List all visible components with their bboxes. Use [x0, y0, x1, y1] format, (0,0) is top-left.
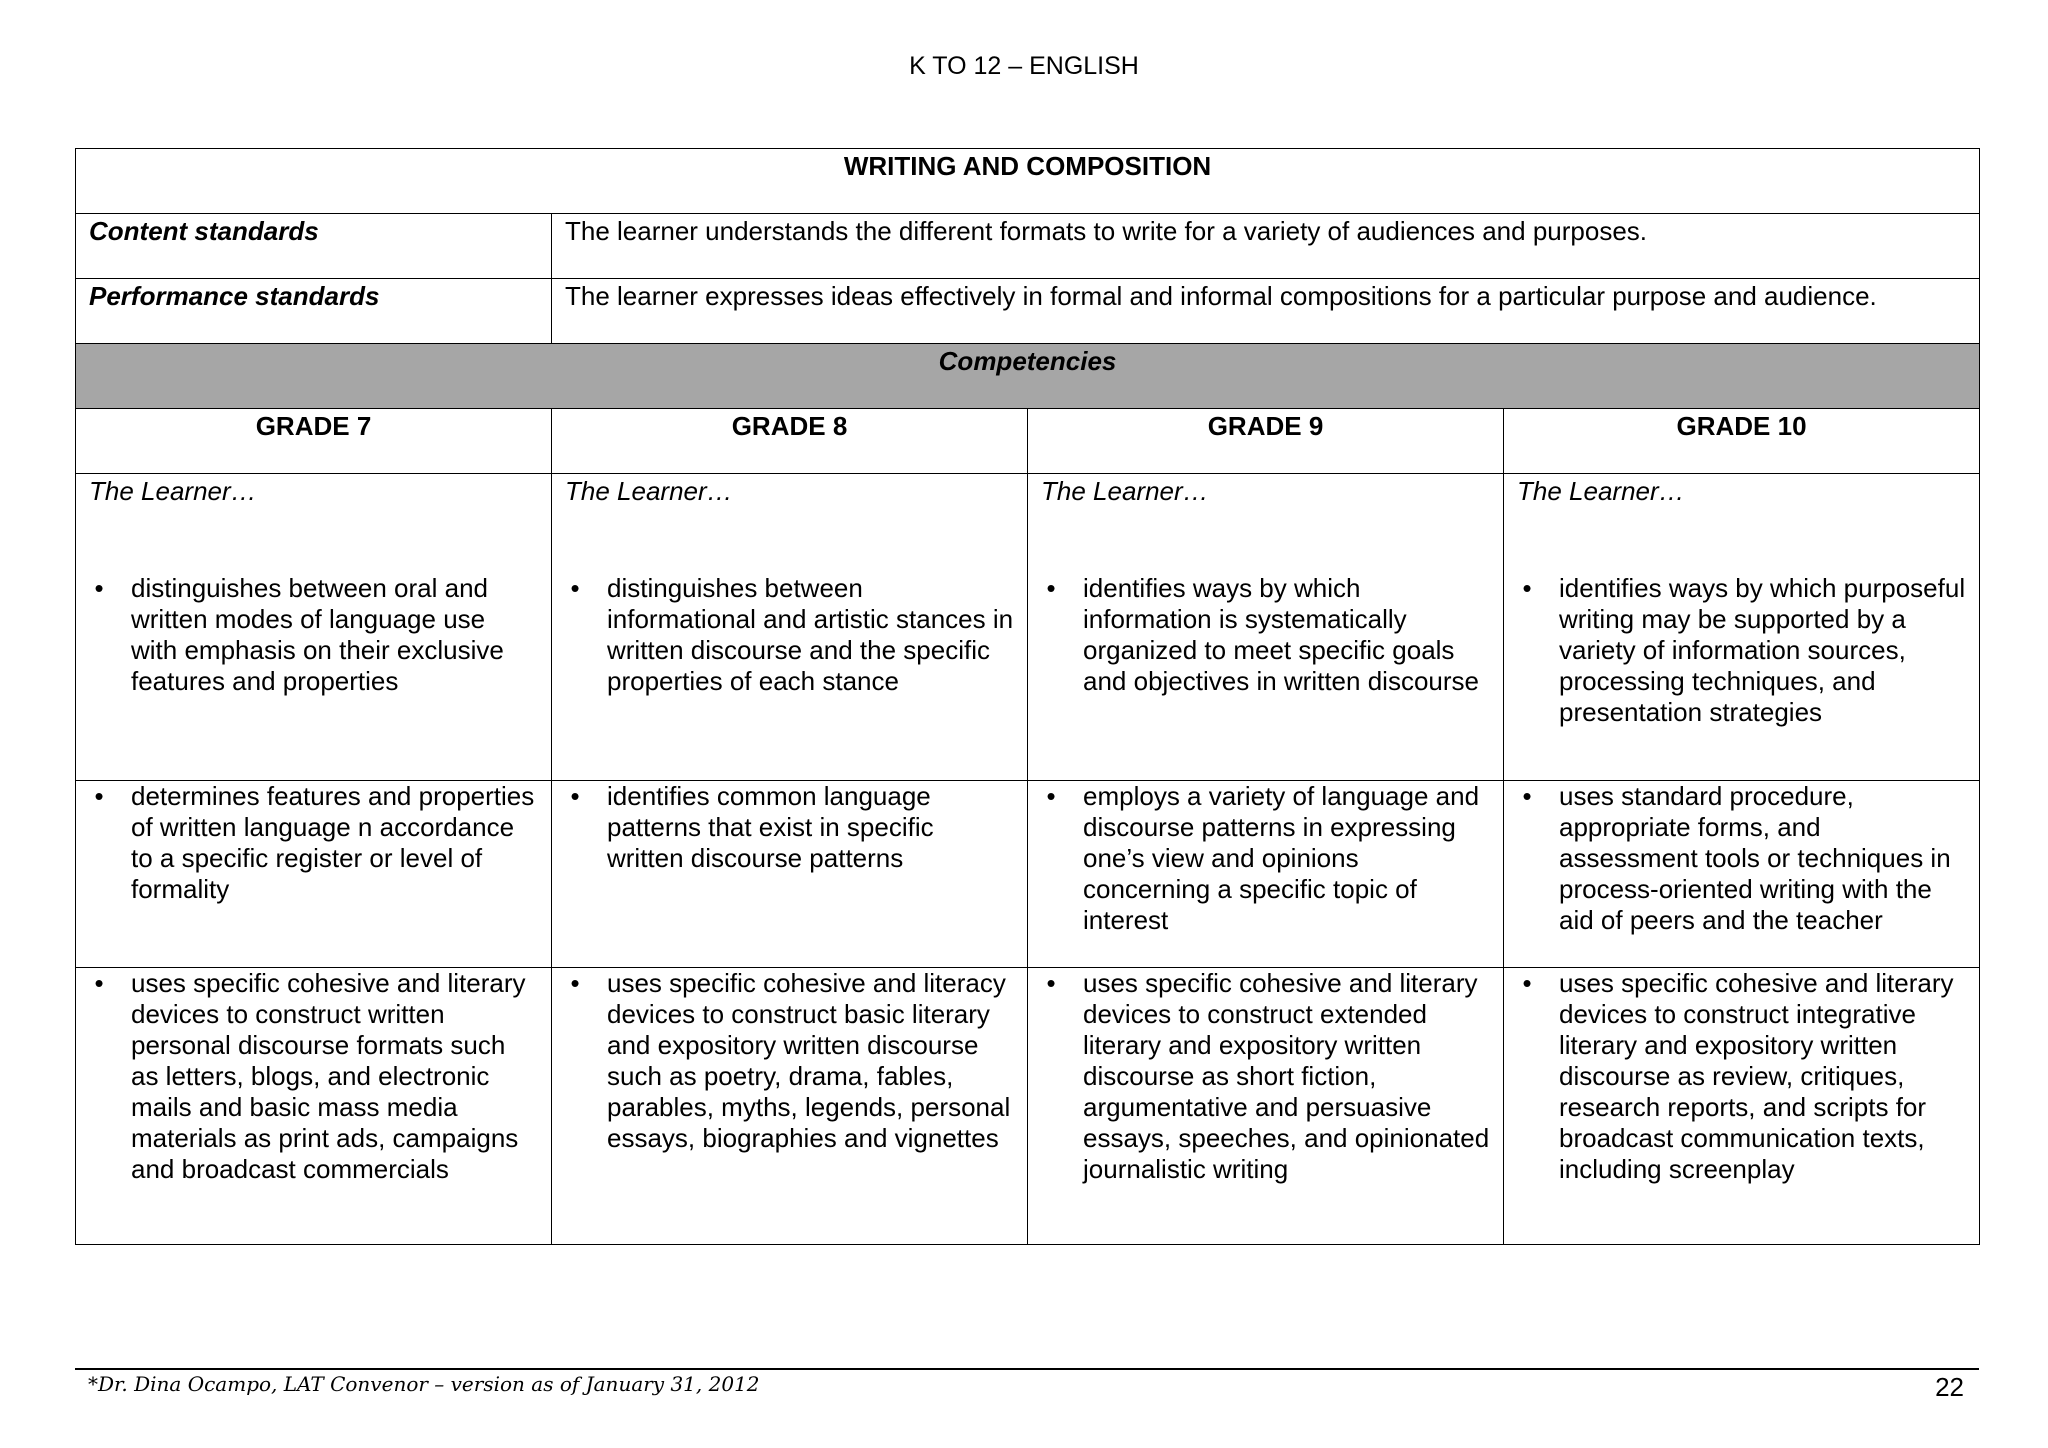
competency-text: identifies ways by which purposeful writing may be supported by a variety of information sources, processing techniques, and presentation strategies	[1559, 573, 1966, 727]
bullet-icon: •	[1522, 781, 1532, 811]
list-item	[1517, 781, 1966, 936]
learner-label: The Learner…	[89, 476, 257, 506]
list-item	[1517, 573, 1966, 728]
competency-text: distinguishes between oral and written modes of language use with emphasis on their exclusive features and properties	[131, 573, 504, 696]
bullet-icon: •	[1046, 968, 1056, 998]
competency-text: uses specific cohesive and literary devices to construct written personal discourse formats such as letters, blogs, and electronic mails and basic mass media materials as print ads, campaigns and broadcast commercials	[131, 968, 526, 1184]
bullet-icon: •	[1522, 968, 1532, 998]
bullet-icon: •	[94, 968, 104, 998]
competency-text: identifies ways by which information is systematically organized to meet specific goals and objectives in written discourse	[1083, 573, 1479, 696]
bullet-icon: •	[570, 573, 580, 603]
list-item	[1041, 573, 1490, 697]
list-item	[565, 968, 1014, 1154]
list-item	[89, 573, 538, 697]
grade-10-competency-cell	[1504, 474, 1980, 781]
list-item	[565, 781, 1014, 874]
grade-7-competency-cell	[76, 968, 552, 1245]
performance-standards-label: Performance standards	[76, 279, 552, 344]
bullet-icon: •	[570, 968, 580, 998]
grade-10-competency-cell	[1504, 781, 1980, 968]
content-standards-text: The learner understands the different formats to write for a variety of audiences and purposes.	[552, 214, 1980, 279]
bullet-icon: •	[570, 781, 580, 811]
competency-text: uses specific cohesive and literary devices to construct integrative literary and expository written discourse as review, critiques, research reports, and scripts for broadcast communication texts, including screenplay	[1559, 968, 1954, 1184]
learner-label: The Learner…	[1041, 476, 1209, 506]
footer-note: *Dr. Dina Ocampo, LAT Convenor – version as of January 31, 2012	[88, 1372, 760, 1396]
competency-text: identifies common language patterns that exist in specific written discourse patterns	[607, 781, 934, 873]
list-item	[89, 968, 538, 1185]
curriculum-table	[75, 148, 1980, 1245]
competency-text: employs a variety of language and discourse patterns in expressing one’s view and opinions concerning a specific topic of interest	[1083, 781, 1480, 935]
grade-8-competency-cell	[552, 474, 1028, 781]
grade-7-competency-cell	[76, 474, 552, 781]
grade-9-competency-cell	[1028, 474, 1504, 781]
grade-7-competency-cell	[76, 781, 552, 968]
learner-label: The Learner…	[1517, 476, 1685, 506]
bullet-icon: •	[94, 573, 104, 603]
grade-8-competency-cell	[552, 781, 1028, 968]
competency-text: distinguishes between informational and artistic stances in written discourse and the specific properties of each stance	[607, 573, 1014, 696]
section-title: WRITING AND COMPOSITION	[76, 149, 1980, 214]
performance-standards-text: The learner expresses ideas effectively in formal and informal compositions for a particular purpose and audience.	[552, 279, 1980, 344]
bullet-icon: •	[94, 781, 104, 811]
grade-8-header: GRADE 8	[552, 409, 1028, 474]
list-item	[1041, 968, 1490, 1185]
footer-divider	[75, 1368, 1979, 1370]
grade-9-competency-cell	[1028, 781, 1504, 968]
competency-text: uses specific cohesive and literary devices to construct extended literary and expository written discourse as short fiction, argumentative and persuasive essays, speeches, and opinionated journalistic writing	[1083, 968, 1490, 1184]
list-item	[565, 573, 1014, 697]
page-number: 22	[1935, 1372, 1964, 1402]
grade-9-header: GRADE 9	[1028, 409, 1504, 474]
grade-10-competency-cell	[1504, 968, 1980, 1245]
competency-text: uses standard procedure, appropriate forms, and assessment tools or techniques in process-oriented writing with the aid of peers and the teacher	[1559, 781, 1951, 935]
grade-7-header: GRADE 7	[76, 409, 552, 474]
bullet-icon: •	[1046, 573, 1056, 603]
page-header-title: K TO 12 – ENGLISH	[909, 52, 1139, 80]
learner-label: The Learner…	[565, 476, 733, 506]
list-item	[89, 781, 538, 905]
grade-8-competency-cell	[552, 968, 1028, 1245]
list-item	[1517, 968, 1966, 1185]
list-item	[1041, 781, 1490, 936]
grade-9-competency-cell	[1028, 968, 1504, 1245]
content-standards-label: Content standards	[76, 214, 552, 279]
bullet-icon: •	[1522, 573, 1532, 603]
competency-text: determines features and properties of written language n accordance to a specific register or level of formality	[131, 781, 535, 904]
bullet-icon: •	[1046, 781, 1056, 811]
grade-10-header: GRADE 10	[1504, 409, 1980, 474]
competency-text: uses specific cohesive and literacy devices to construct basic literary and expository written discourse such as poetry, drama, fables, parables, myths, legends, personal essays, biographies and vignettes	[607, 968, 1011, 1153]
competencies-header: Competencies	[76, 344, 1980, 409]
